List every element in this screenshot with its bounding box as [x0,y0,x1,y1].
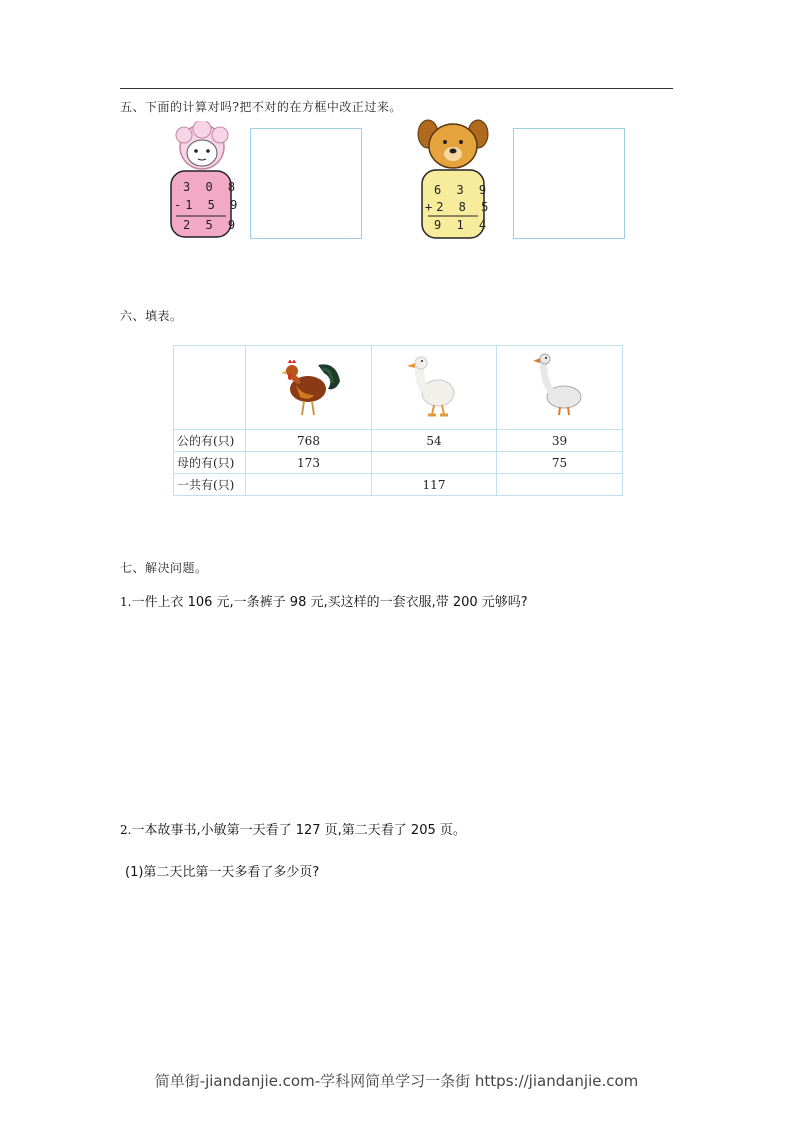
calc2-line3: 9 1 4 [434,218,491,232]
empty-header-cell [174,346,246,430]
poultry-table [173,345,623,496]
section6-title: 六、填表。 [120,309,183,323]
footer-text: 简单街-jiandanjie.com-学科网简单学习一条街 https://jiandanjie.com [154,1072,639,1090]
calc1-line1: 3 0 8 [183,180,240,194]
table-cell: 173 [246,452,372,474]
table-cell: 39 [497,430,623,452]
table-row [174,474,623,496]
table-cell-blank[interactable] [372,452,497,474]
table-cell: 768 [246,430,372,452]
goose-icon [530,351,590,421]
answer-box-1[interactable] [250,128,362,239]
question-2-text: 一本故事书,小敏第一天看了 127 页,第二天看了 205 页。 [131,823,466,838]
calc2-line2: +2 8 5 [425,200,493,214]
goose-cell [497,346,623,430]
calc1-line2: -1 5 9 [174,198,242,212]
rooster-cell [246,346,372,430]
question-2-1: (1)第二天比第一天多看了多少页? [125,865,320,880]
question-1-number: 1. [120,595,132,609]
table-row [174,346,623,430]
row-label: 公的有(只) [174,430,246,452]
section7-title: 七、解决问题。 [120,561,208,575]
question-2-number: 2. [120,823,132,837]
row-label: 一共有(只) [174,474,246,496]
table-cell: 75 [497,452,623,474]
table-cell-blank[interactable] [246,474,372,496]
rooster-icon [274,351,344,421]
sheep-icon [176,121,228,169]
answer-box-2[interactable] [513,128,625,239]
row-label: 母的有(只) [174,452,246,474]
question-1 [120,591,528,610]
dog-icon [418,120,488,168]
calc2-line1: 6 3 9 [434,183,491,197]
table-row [174,452,623,474]
question-1-text: 一件上衣 106 元,一条裤子 98 元,买这样的一套衣服,带 200 元够吗? [131,595,528,610]
table-cell: 117 [372,474,497,496]
calc1-line3: 2 5 9 [183,218,240,232]
table-cell-blank[interactable] [497,474,623,496]
section5-title: 五、下面的计算对吗?把不对的在方框中改正过来。 [120,100,402,114]
table-row [174,430,623,452]
table-cell: 54 [372,430,497,452]
top-rule [120,88,673,89]
duck-cell [372,346,497,430]
question-2 [120,819,466,838]
duck-icon [404,351,464,421]
